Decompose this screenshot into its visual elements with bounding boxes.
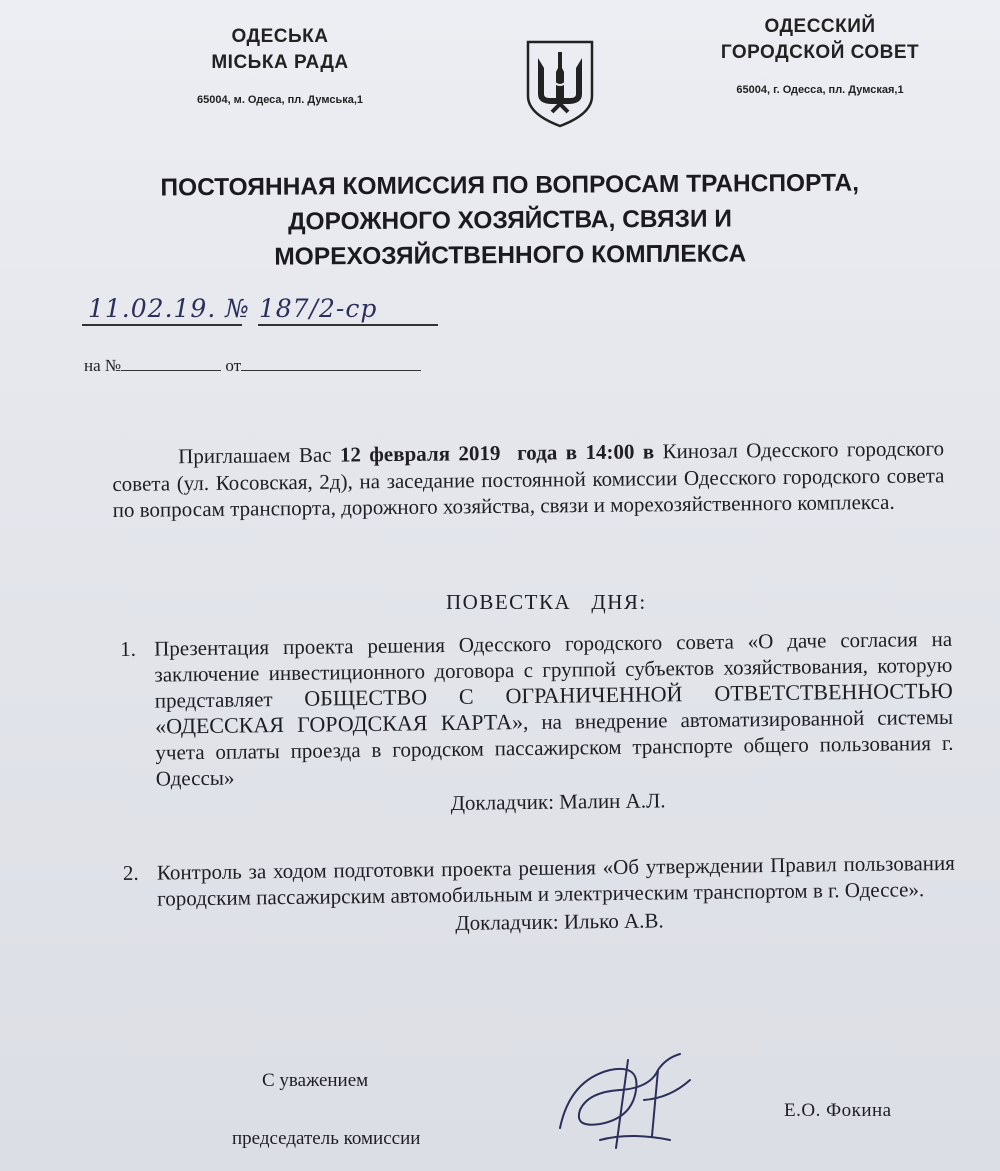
meeting-date: 12 февраля 2019	[339, 440, 501, 467]
reference-from-blank	[241, 356, 421, 371]
agenda-item-text	[154, 626, 954, 792]
registration-date-underline	[82, 324, 242, 326]
signer-position: председатель комиссии	[232, 1128, 421, 1149]
invitation-part-1: Приглашаем Вас	[178, 442, 341, 469]
agenda-item	[120, 626, 954, 820]
invitation-part-2	[500, 441, 517, 465]
header-left-line2: МІСЬКА РАДА	[211, 52, 349, 73]
agenda-item-speaker: Докладчик: Илько А.В.	[455, 908, 664, 935]
agenda-item	[123, 850, 956, 940]
header-left-line1: ОДЕСЬКА	[231, 26, 329, 47]
agenda-item-1-text-a: Презентация проекта решения Одесского городского совета «О даче согласия на заключение инвестиционного договора с группой субъектов хозяйствования, которую представляет	[154, 626, 953, 713]
registration-number	[82, 294, 462, 334]
reference-no-blank	[121, 356, 221, 371]
header-right-line1: ОДЕССКИЙ	[764, 16, 876, 37]
header-left-ukrainian	[150, 24, 410, 106]
header-left-address: 65004, м. Одеса, пл. Думська,1	[196, 94, 364, 106]
agenda-item-1-company: ОБЩЕСТВО С ОГРАНИЧЕННОЙ ОТВЕТСТВЕННОСТЬЮ «ОДЕССКАЯ ГОРОДСКАЯ КАРТА»	[154, 677, 953, 739]
commission-line-3: МОРЕХОЗЯЙСТВЕННОГО КОМПЛЕКСА	[274, 240, 747, 271]
agenda-item-number: 1.	[120, 636, 137, 661]
reference-no-label: на №	[84, 356, 122, 375]
agenda-item-text: Контроль за ходом подготовки проекта решения «Об утверждении Правил пользования городским пассажирским автомобильным и электрическим транспортом в г. Одессе».	[156, 850, 955, 911]
reference-line	[84, 356, 421, 376]
agenda-item-1-text-b: , на внедрение автоматизированной системы учета оплаты проезда в городском пассажирском транспорте общего пользования г. Одессы»	[155, 704, 954, 791]
invitation-paragraph	[112, 435, 945, 523]
agenda-title: ПОВЕСТКА ДНЯ:	[446, 590, 647, 614]
trident-coat-of-arms-icon	[524, 38, 596, 128]
handwritten-signature-icon	[540, 1040, 700, 1160]
invitation-part-3: Кинозал Одесского городского совета (ул. Косовская, 2д), на заседание постоянной комиссии Одесского городского совета по вопросам транспорта, дорожного хозяйства, связи и морехозяйственного комплекса.	[112, 436, 945, 522]
agenda-item-speaker: Докладчик: Малин А.Л.	[450, 788, 666, 815]
commission-line-2: ДОРОЖНОГО ХОЗЯЙСТВА, СВЯЗИ И	[287, 205, 733, 236]
registration-number-underline	[258, 324, 438, 326]
meeting-time: года в 14:00 в	[517, 439, 655, 465]
reference-from-label: от	[225, 356, 242, 375]
agenda-list	[120, 626, 956, 940]
commission-line-1: ПОСТОЯННАЯ КОМИССИЯ ПО ВОПРОСАМ ТРАНСПОРТА,	[160, 169, 860, 202]
commission-title	[60, 165, 961, 276]
registration-handwritten: 11.02.19. № 187/2-ср	[88, 294, 378, 323]
closing-phrase: С уважением	[262, 1070, 369, 1091]
header-right-address: 65004, г. Одесса, пл. Думская,1	[736, 84, 904, 96]
header-right-line2: ГОРОДСКОЙ СОВЕТ	[720, 42, 920, 63]
signer-name: Е.О. Фокина	[784, 1100, 892, 1121]
header-right-russian	[690, 14, 950, 96]
agenda-item-number: 2.	[122, 860, 139, 885]
